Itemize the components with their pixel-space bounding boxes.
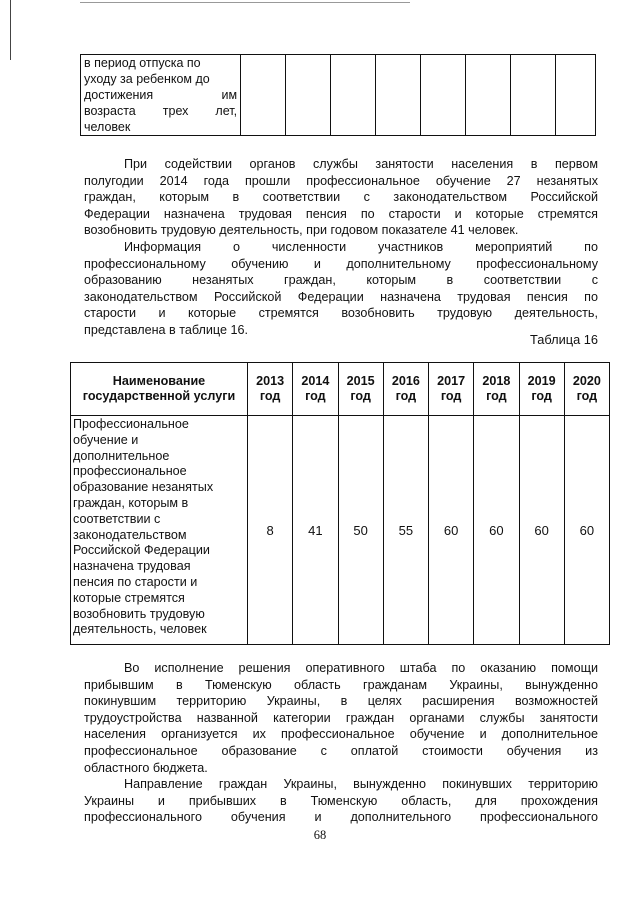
table-header-row xyxy=(71,363,610,416)
scan-edge-line xyxy=(10,0,11,60)
empty-cell xyxy=(556,55,596,136)
paragraph-table-intro: Информация о численности участников мероприятий по профессиональному обучению и дополнительному профессиональному образованию незанятых граждан, которым в соответствии с законодательством Российской Федерации назначена трудовая пенсия по старости и которые стремятся возобновить трудовую деятельность, представлена в таблице 16. xyxy=(84,240,598,337)
header-year: 2017 год xyxy=(429,363,474,416)
continued-table xyxy=(80,54,596,136)
value-cell: 41 xyxy=(293,416,338,645)
paragraph-ukraine-support: Во исполнение решения оперативного штаба по оказанию помощи прибывшим в Тюменскую область гражданам Украины, вынужденно покинувшим территорию Украины, в целях расширения возможностей трудоустройства названной категории граждан органами службы занятости населения организуется их профессиональное обучение и дополнительное профессиональное образование с оплатой стоимости обучения из областного бюджета. xyxy=(84,661,598,775)
value-cell: 50 xyxy=(338,416,383,645)
page-number: 68 xyxy=(313,828,327,842)
table-row xyxy=(81,55,596,136)
header-year: 2019 год xyxy=(519,363,564,416)
row-label: Профессиональное обучение и дополнительное профессиональное образование незанятых граждан, которым в соответствии с законодательством Российской Федерации назначена трудовая пенсия по старости и которые стремятся возобновить трудовую деятельность, человек xyxy=(71,416,248,645)
empty-cell xyxy=(420,55,465,136)
value-cell: 60 xyxy=(474,416,519,645)
header-year: 2013 год xyxy=(248,363,293,416)
empty-cell xyxy=(510,55,555,136)
header-year: 2020 год xyxy=(564,363,609,416)
header-year: 2014 год xyxy=(293,363,338,416)
scan-top-line xyxy=(80,2,410,3)
empty-cell xyxy=(285,55,330,136)
header-year: 2016 год xyxy=(383,363,428,416)
empty-cell xyxy=(376,55,420,136)
value-cell: 55 xyxy=(383,416,428,645)
table-row xyxy=(71,416,610,645)
empty-cell xyxy=(331,55,376,136)
empty-cell xyxy=(466,55,510,136)
paragraph-ukraine-direction: Направление граждан Украины, вынужденно покинувших территорию Украины и прибывших в Тюменскую область, для прохождения профессионального обучения и дополнительного профессионального xyxy=(84,777,598,825)
value-cell: 60 xyxy=(564,416,609,645)
header-year: 2015 год xyxy=(338,363,383,416)
value-cell: 60 xyxy=(429,416,474,645)
table-caption: Таблица 16 xyxy=(530,332,598,347)
value-cell: 8 xyxy=(248,416,293,645)
empty-cell xyxy=(241,55,285,136)
header-service-name: Наименование государственной услуги xyxy=(71,363,248,416)
paragraph-training-results: При содействии органов службы занятости населения в первом полугодии 2014 года прошли профессиональное обучение 27 незанятых граждан, которым в соответствии с законодательством Российской Федерации назначена трудовая пенсия по старости и которые стремятся возобновить трудовую деятельность, при годовом показателе 41 человек. xyxy=(84,157,598,238)
table-16 xyxy=(70,362,610,645)
row-label: в период отпуска по уходу за ребенком до достижения им возраста трех лет, человек xyxy=(81,55,241,136)
value-cell: 60 xyxy=(519,416,564,645)
header-year: 2018 год xyxy=(474,363,519,416)
